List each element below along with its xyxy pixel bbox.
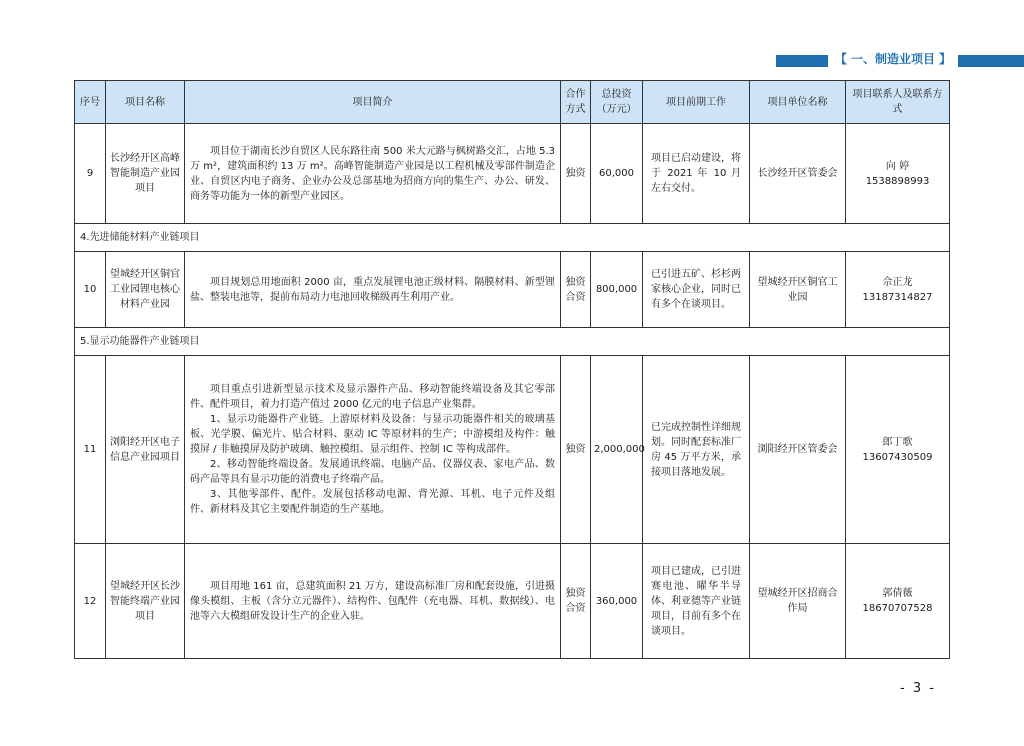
table-row: [75, 252, 950, 328]
row-prework: 已完成控制性详细规划。同时配套标准厂房 45 万平方米，承接项目落地发展。: [643, 356, 750, 544]
project-table: [74, 80, 950, 659]
header-contact: 项目联系人及联系方式: [846, 81, 950, 124]
contact-phone: 18670707528: [862, 603, 933, 614]
table-header-row: [75, 81, 950, 124]
contact-name: 佘正龙: [882, 276, 913, 288]
row-unit: 望城经开区铜官工业园: [750, 252, 846, 328]
category-label: 5.显示功能器件产业链项目: [75, 328, 950, 356]
header-invest: 总投资（万元）: [591, 81, 643, 124]
header-no: 序号: [75, 81, 106, 124]
category-row: [75, 328, 950, 356]
contact-phone: 1538898993: [865, 175, 930, 187]
row-mode: 独资: [561, 124, 591, 224]
row-contact: [846, 252, 950, 328]
row-unit: 望城经开区招商合作局: [750, 544, 846, 659]
intro-paragraph: 项目位于湖南长沙自贸区人民东路往南 500 米大元路与枫树路交汇，占地 5.3 万 m²，建筑面积约 13 万 m²。高峰智能制造产业园是以工程机械及零部件制造企业、自贸区内电子商务、企业办公及总部基地为招商方向的集生产、办公、研发、商务等功能为一体的新型产业园区。: [190, 145, 555, 202]
row-name: 望城经开区铜官工业园锂电核心材料产业园: [106, 252, 185, 328]
contact-name: 郎丁歌: [882, 436, 913, 448]
header-name: 项目名称: [106, 81, 185, 124]
row-prework: 项目已建成，已引进赛电池、曜华半导体、利亚德等产业链项目，目前有多个在谈项目。: [643, 544, 750, 659]
row-intro: [185, 124, 561, 224]
row-unit: 浏阳经开区管委会: [750, 356, 846, 544]
header-intro: 项目简介: [185, 81, 561, 124]
contact-phone: 13187314827: [862, 291, 933, 303]
table-row: [75, 544, 950, 659]
intro-paragraph: 1、显示功能器件产业链。上游原材料及设备：与显示功能器件相关的玻璃基板、光学膜、偏光片、贴合材料、驱动 IC 等原材料的生产；中游模组及构件：触摸屏 / 非触摸屏及防护玻璃、触控模组、显示组件、控制 IC 等构成部件。: [190, 414, 555, 455]
row-invest: 60,000: [591, 124, 643, 224]
row-intro: [185, 252, 561, 328]
row-invest: 2,000,000: [591, 356, 643, 544]
intro-paragraph: 项目重点引进新型显示技术及显示器件产品、移动智能终端设备及其它零部件、配件项目，着力打造产值过 2000 亿元的电子信息产业集群。: [190, 384, 555, 410]
intro-paragraph: 2、移动智能终端设备。发展通讯终端、电脑产品、仪器仪表、家电产品、数码产品等具有显示功能的消费电子终端产品。: [190, 459, 555, 485]
row-contact: [846, 356, 950, 544]
contact-name: 郭倩薇: [882, 588, 913, 599]
intro-paragraph: 3、其他零部件、配件。发展包括移动电源、背光源、耳机、电子元件及组件、新材料及其它主要配件制造的生产基地。: [190, 489, 555, 515]
row-mode: 独资合资: [561, 544, 591, 659]
intro-paragraph: 项目用地 161 亩，总建筑面积 21 万方，建设高标准厂房和配套设施，引进摄像头模组、主板（含分立元器件）、结构件、包配件（充电器、耳机、数据线）、电池等六大模组研发设计生产的企业入驻。: [190, 580, 555, 622]
row-no: 9: [75, 124, 106, 224]
title-bar-left: [776, 55, 828, 67]
contact-name: 向 婷: [885, 160, 910, 172]
row-contact: [846, 544, 950, 659]
category-row: [75, 224, 950, 252]
row-invest: 800,000: [591, 252, 643, 328]
page-number: - 3 -: [900, 681, 936, 696]
row-invest: 360,000: [591, 544, 643, 659]
row-no: 11: [75, 356, 106, 544]
header-unit: 项目单位名称: [750, 81, 846, 124]
row-unit: 长沙经开区管委会: [750, 124, 846, 224]
row-prework: 已引进五矿、杉杉两家核心企业，同时已有多个在谈项目。: [643, 252, 750, 328]
contact-phone: 13607430509: [862, 451, 933, 463]
table-row: [75, 124, 950, 224]
row-contact: [846, 124, 950, 224]
header-prework: 项目前期工作: [643, 81, 750, 124]
title-bar-right: [958, 55, 1024, 67]
row-mode: 独资合资: [561, 252, 591, 328]
row-prework: 项目已启动建设，将于 2021 年 10 月左右交付。: [643, 124, 750, 224]
section-title: 【 一、制造业项目 】: [834, 52, 952, 66]
intro-paragraph: 项目规划总用地面积 2000 亩，重点发展锂电池正级材料、隔膜材料、新型锂盐、整装电池等，提前布局动力电池回收梯级再生利用产业。: [190, 276, 555, 303]
row-name: 长沙经开区高峰智能制造产业园项目: [106, 124, 185, 224]
category-label: 4.先进储能材料产业链项目: [75, 224, 950, 252]
row-name: 浏阳经开区电子信息产业园项目: [106, 356, 185, 544]
row-mode: 独资: [561, 356, 591, 544]
row-no: 10: [75, 252, 106, 328]
row-name: 望城经开区长沙智能终端产业园项目: [106, 544, 185, 659]
table-row: [75, 356, 950, 544]
header-mode: 合作方式: [561, 81, 591, 124]
row-intro: [185, 356, 561, 544]
row-intro: [185, 544, 561, 659]
row-no: 12: [75, 544, 106, 659]
